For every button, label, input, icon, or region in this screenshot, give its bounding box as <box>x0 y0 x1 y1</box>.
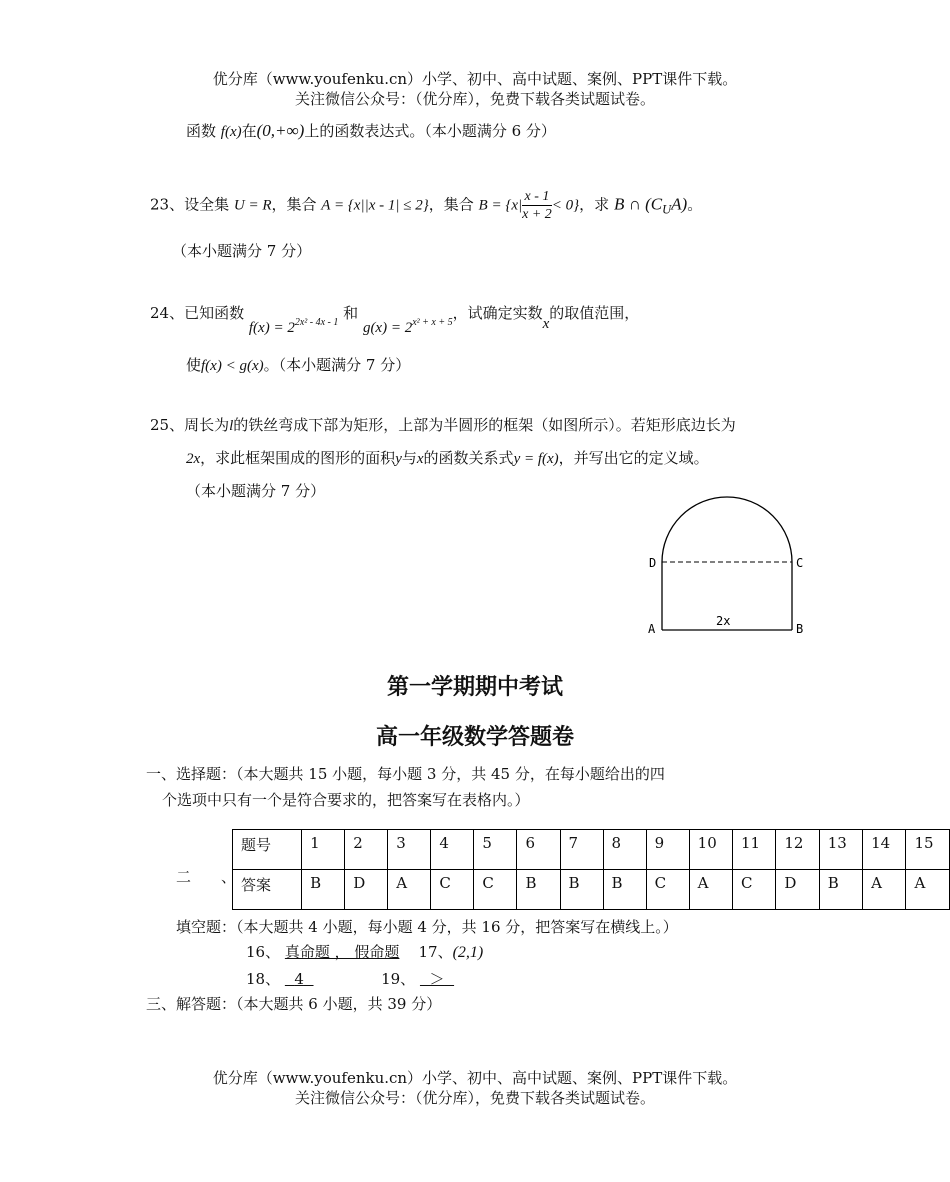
table-cell: A <box>388 870 431 910</box>
table-cell: 2 <box>345 830 388 870</box>
table-cell: B <box>517 870 560 910</box>
footer-line-1: 优分库（www.youfenku.cn）小学、初中、高中试题、案例、PPT课件下载。 <box>212 1069 738 1087</box>
header-line-2: 关注微信公众号：（优分库），免费下载各类试题试卷。 <box>294 90 655 108</box>
answer-18: 4 <box>294 970 304 988</box>
answers-18-19: 18、 4 19、 ＞ <box>246 968 454 989</box>
table-cell: 3 <box>388 830 431 870</box>
section-2-line: 填空题：（本大题共 4 小题，每小题 4 分，共 16 分，把答案写在横线上。） <box>176 918 678 936</box>
table-cell: A <box>863 870 906 910</box>
table-cell: C <box>733 870 776 910</box>
answer-table <box>232 829 950 910</box>
table-cell: C <box>431 870 474 910</box>
table-cell: B <box>560 870 603 910</box>
section-2-label: 二 、 <box>176 868 237 886</box>
table-cell: 14 <box>863 830 906 870</box>
table-row-answers <box>233 870 950 910</box>
question-24: 24、已知函数 $f(x) = 2^{2x^2 - 4x - 1}$ 和 $g(x) = 2^{x^2 + x + 5}$，试确定实数x的取值范围， <box>150 304 640 336</box>
table-cell: D <box>345 870 388 910</box>
table-cell: C <box>646 870 689 910</box>
q25-line-2: 2x，求此框架围成的图形的面积y与x的函数关系式y = f(x)，并写出它的定义域。 <box>186 449 709 467</box>
header-line-1: 优分库（www.youfenku.cn）小学、初中、高中试题、案例、PPT课件下载。 <box>212 70 738 88</box>
table-answer-label: 答案 <box>233 870 302 910</box>
answer-19: ＞ <box>429 970 445 988</box>
table-cell: 8 <box>603 830 646 870</box>
label-base: 2x <box>716 614 731 628</box>
section-1-line-2: 个选项中只有一个是符合要求的，把答案写在表格内。） <box>162 791 530 809</box>
section-1-line-1: 一、选择题：（本大题共 15 小题，每小题 3 分，共 45 分，在每小题给出的四 <box>146 765 665 783</box>
table-cell: D <box>776 870 819 910</box>
label-d: D <box>649 556 657 570</box>
table-cell: A <box>906 870 950 910</box>
table-cell: 12 <box>776 830 819 870</box>
q22-tail: 函数 f(x)在(0,+∞)上的函数表达式。（本小题满分 6 分） <box>186 121 556 140</box>
frame-figure <box>640 488 810 638</box>
table-header-label: 题号 <box>233 830 302 870</box>
table-row-numbers <box>233 830 950 870</box>
table-cell: 13 <box>819 830 862 870</box>
footer-line-2: 关注微信公众号：（优分库），免费下载各类试题试卷。 <box>294 1089 655 1107</box>
q24-line-2: 使f(x) < g(x)。（本小题满分 7 分） <box>186 356 411 374</box>
table-cell: B <box>819 870 862 910</box>
table-cell: 11 <box>733 830 776 870</box>
table-cell: B <box>302 870 345 910</box>
table-cell: C <box>474 870 517 910</box>
question-23: 23、设全集 U = R，集合 A = {x||x - 1| ≤ 2}，集合 B = {x| $\frac{x - 1}{x + 2}$ < 0}，求 B ∩ $(C_UA)$。 <box>150 189 703 222</box>
label-c: C <box>796 556 804 570</box>
label-a: A <box>648 622 656 636</box>
q23-score: （本小题满分 7 分） <box>172 242 312 260</box>
table-cell: 1 <box>302 830 345 870</box>
table-cell: A <box>689 870 732 910</box>
section-3-line: 三、解答题：（本大题共 6 小题，共 39 分） <box>146 995 442 1013</box>
q23-fraction: $\frac{x - 1}{x + 2}$ <box>522 189 552 222</box>
table-cell: 10 <box>689 830 732 870</box>
table-cell: 7 <box>560 830 603 870</box>
answer-17: (2,1) <box>452 944 484 961</box>
table-cell: 6 <box>517 830 560 870</box>
exam-subtitle: 高一年级数学答题卷 <box>375 725 574 750</box>
label-b: B <box>796 622 804 636</box>
table-cell: B <box>603 870 646 910</box>
q25-score: （本小题满分 7 分） <box>186 482 326 500</box>
table-cell: 5 <box>474 830 517 870</box>
question-25: 25、周长为l的铁丝弯成下部为矩形，上部为半圆形的框架（如图所示）。若矩形底边长为 <box>150 416 736 434</box>
table-cell: 9 <box>646 830 689 870</box>
table-cell: 4 <box>431 830 474 870</box>
semicircle-arc <box>662 497 792 562</box>
exam-title: 第一学期期中考试 <box>386 675 563 700</box>
table-cell: 15 <box>906 830 950 870</box>
answers-16-17: 16、 真命题 ， 假命题 17、(2,1) <box>246 943 484 961</box>
answer-16: 真命题 ， 假命题 <box>284 943 400 961</box>
